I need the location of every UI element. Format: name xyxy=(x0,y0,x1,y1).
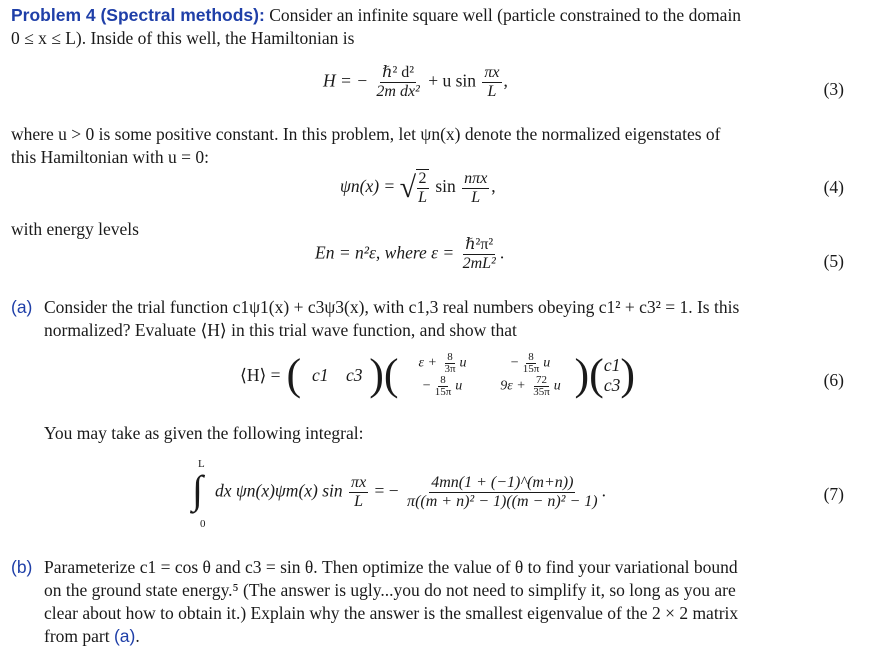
eq5-number: (5) xyxy=(823,251,844,271)
equation-7 xyxy=(215,474,606,511)
eq7-frac xyxy=(405,474,600,511)
eq5-trail: . xyxy=(499,242,505,263)
part-a-label: (a) xyxy=(11,297,33,317)
eq4-sqrt-sign: √ xyxy=(399,171,417,204)
intro-line1: Consider an infinite square well (particle constrained to the domain xyxy=(269,5,742,25)
eq6-m11: ε + $\frac{8}{3\pi}$ u xyxy=(418,351,467,375)
eq4-den: L xyxy=(471,188,481,206)
eq6-col xyxy=(604,355,621,395)
eq3-lhs: H = − xyxy=(323,70,369,91)
eq3-number: (3) xyxy=(823,79,844,99)
part-a-line1: Consider the trial function c1ψ1(x) + c3ψ3(x), with c1,3 real numbers obeying c1² + c3² = 1. Is this xyxy=(44,297,740,317)
equation-5 xyxy=(315,236,504,273)
eq6-row-c3: c3 xyxy=(345,364,363,385)
eq3-num: ℏ² d² xyxy=(382,64,415,81)
eq3-plus: + u sin xyxy=(428,70,477,91)
equation-4 xyxy=(340,169,496,207)
eq6-col-c1: c1 xyxy=(603,355,621,375)
eq3-sin-num: πx xyxy=(484,64,500,81)
eq7-eq: = − xyxy=(374,480,399,501)
eq3-den: 2m dx² xyxy=(376,83,420,100)
eq7-num: 4mn(1 + (−1)^(m+n)) xyxy=(431,474,574,491)
part-b-line1: Parameterize c1 = cos θ and c3 = sin θ. Then optimize the value of θ to find your variational bound xyxy=(44,557,738,577)
eq6-m22: 9ε + $\frac{72}{35\pi}$ u xyxy=(500,374,561,398)
eq6-matrix xyxy=(399,352,575,398)
energy-text: with energy levels xyxy=(11,219,139,239)
problem-intro xyxy=(11,4,857,50)
eq4-num: nπx xyxy=(464,169,488,187)
eq5-lhs: En = n²ε, where ε = xyxy=(315,242,455,263)
eq3-trail: , xyxy=(503,70,508,91)
eq4-sqrt-num: 2 xyxy=(418,170,427,187)
part-b-ref-link[interactable]: (a) xyxy=(113,626,136,646)
eq4-sqrt-den: L xyxy=(418,189,427,206)
eq7-number: (7) xyxy=(823,484,844,504)
intro-line2: 0 ≤ x ≤ L). Inside of this well, the Hamiltonian is xyxy=(11,28,355,48)
eq6-m12: − $\frac{8}{15\pi}$ u xyxy=(510,351,551,375)
eq4-number: (4) xyxy=(823,177,844,197)
eq7-integrand: dx ψn(x)ψm(x) sin xyxy=(215,480,343,501)
eq4-sin: sin xyxy=(435,176,456,197)
part-b-label: (b) xyxy=(11,557,33,577)
part-b-line4-pre: from part xyxy=(44,626,110,646)
where-text xyxy=(11,123,857,169)
eq7-sin-den: L xyxy=(354,493,364,510)
eq3-sin-den: L xyxy=(487,83,497,100)
eq4-lhs: ψn(x) = xyxy=(340,176,396,197)
eq7-integral-sign: ∫ xyxy=(192,467,203,512)
part-a-line2: normalized? Evaluate ⟨H⟩ in this trial wave function, and show that xyxy=(44,320,517,340)
eq6-row-c1: c1 xyxy=(311,364,329,385)
eq6-row: ⟨H⟩ = ( c1 c3 ) ( ε + $\frac{8}{3\pi}$ u − $\frac{8}{15\pi}$ u − $\frac{8}{15\pi}$ u 9ε + $\frac{72}{35\pi}$ u ) ( c1 c3 ) xyxy=(240,350,636,399)
part-a-text xyxy=(44,296,857,342)
eq6-col-c3: c3 xyxy=(603,375,621,395)
eq7-lower: 0 xyxy=(200,518,206,530)
equation-3 xyxy=(323,64,508,101)
eq5-frac xyxy=(461,236,498,273)
eq7-trail: . xyxy=(601,480,606,501)
eq7-sin-frac xyxy=(349,474,368,511)
eq5-num: ℏ²π² xyxy=(465,236,494,253)
part-b-line2: on the ground state energy.⁵ (The answer is ugly...you do not need to simplify it, so long as you are xyxy=(44,580,736,600)
where-line1: where u > 0 is some positive constant. In this problem, let ψn(x) denote the normalized eigenstates of xyxy=(11,124,721,144)
eq4-frac xyxy=(462,170,489,207)
eq7-sin-num: πx xyxy=(351,474,367,491)
eq6-m21: − $\frac{8}{15\pi}$ u xyxy=(422,374,463,398)
eq3-sin-frac xyxy=(482,64,501,101)
equation-6 xyxy=(240,352,635,398)
eq3-frac xyxy=(374,64,421,101)
part-b-text xyxy=(44,556,857,648)
where-line2: this Hamiltonian with u = 0: xyxy=(11,147,209,167)
eq5-den: 2mL² xyxy=(462,255,496,272)
eq6-number: (6) xyxy=(823,370,844,390)
eq7-den: π((m + n)² − 1)((m − n)² − 1) xyxy=(407,493,598,510)
eq4-trail: , xyxy=(491,176,496,197)
part-b-line4-post: . xyxy=(135,626,140,646)
problem-heading: Problem 4 (Spectral methods): xyxy=(11,5,265,25)
eq4-sqrt-frac xyxy=(416,169,429,207)
integral-text: You may take as given the following integral: xyxy=(44,423,364,443)
eq6-lhs: ⟨H⟩ = xyxy=(240,364,281,385)
part-b-line3: clear about how to obtain it.) Explain why the answer is the smallest eigenvalue of the 2 × 2 matrix xyxy=(44,603,739,623)
eq7-upper: L xyxy=(198,458,205,470)
